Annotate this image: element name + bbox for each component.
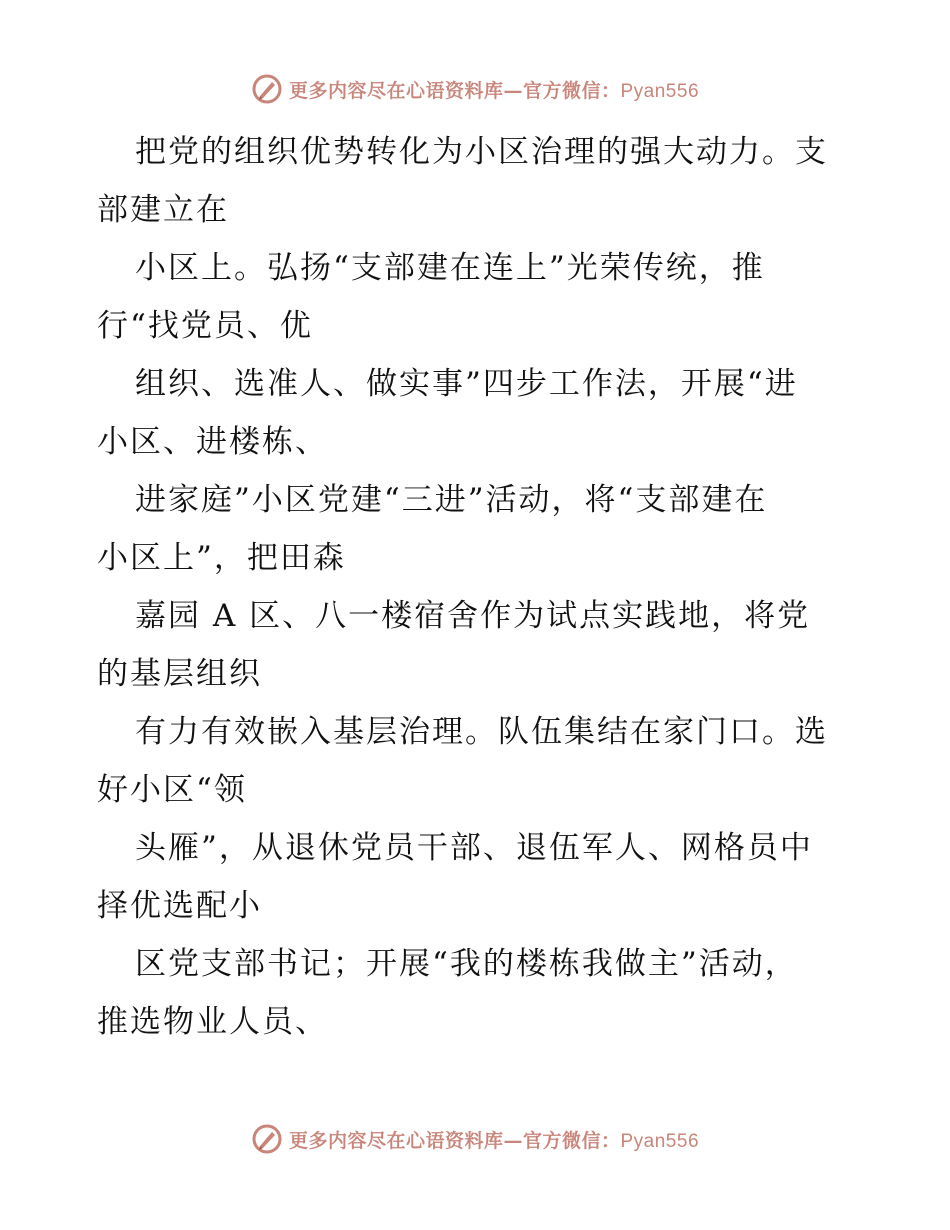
pen-logo-icon bbox=[251, 1123, 283, 1155]
document-body bbox=[97, 123, 857, 1051]
banner-text: 更多内容尽在心语资料库—官方微信：Pyan556 bbox=[288, 1129, 700, 1152]
body-line: 进家庭”小区党建“三进”活动，将“支部建在 bbox=[135, 482, 768, 518]
body-line: 有力有效嵌入基层治理。队伍集结在家门口。选 bbox=[135, 714, 828, 750]
body-line: 把党的组织优势转化为小区治理的强大动力。支 bbox=[135, 134, 828, 170]
header-banner bbox=[0, 72, 950, 106]
body-line: 区党支部书记；开展“我的楼栋我做主”活动， bbox=[135, 946, 798, 982]
body-line: 择优选配小 bbox=[97, 888, 262, 924]
body-line: 推选物业人员、 bbox=[97, 1004, 328, 1040]
body-line: 头雁”，从退休党员干部、退伍军人、网格员中 bbox=[135, 830, 813, 866]
body-line: 的基层组织 bbox=[97, 656, 262, 692]
footer-banner bbox=[0, 1122, 950, 1156]
pen-logo-icon bbox=[251, 73, 283, 105]
body-line: 小区上”，把田森 bbox=[97, 540, 346, 576]
body-line: 小区上。弘扬“支部建在连上”光荣传统，推 bbox=[135, 250, 765, 286]
body-line: 嘉园 A 区、八一楼宿舍作为试点实践地，将党 bbox=[135, 598, 811, 634]
banner-text: 更多内容尽在心语资料库—官方微信：Pyan556 bbox=[288, 79, 700, 102]
body-line: 部建立在 bbox=[97, 192, 229, 228]
body-line: 好小区“领 bbox=[97, 772, 247, 808]
body-line: 组织、选准人、做实事”四步工作法，开展“进 bbox=[135, 366, 798, 402]
body-line: 行“找党员、优 bbox=[97, 308, 313, 344]
body-line: 小区、进楼栋、 bbox=[97, 424, 328, 460]
